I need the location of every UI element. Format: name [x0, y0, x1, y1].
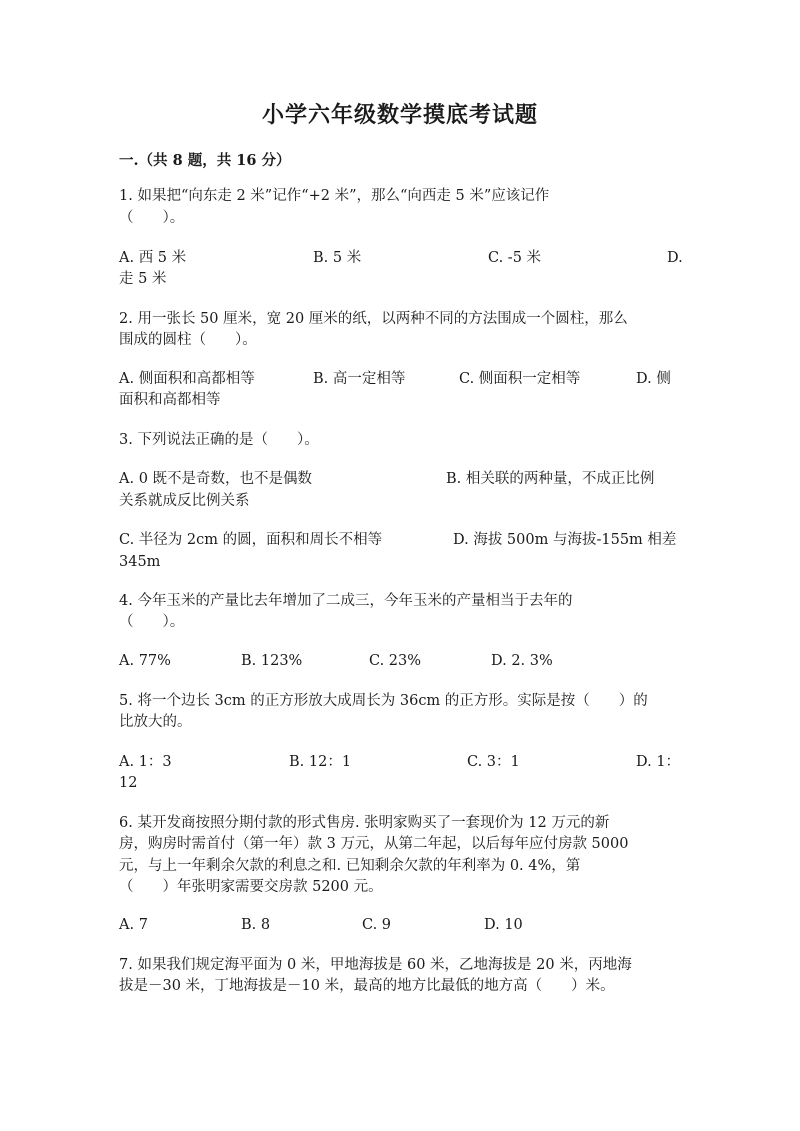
question-1-option-a: A. 西 5 米: [119, 250, 187, 266]
question-2-text-cont: 围成的圆柱（ ）。: [119, 332, 257, 348]
question-2-option-b: B. 高一定相等: [313, 371, 406, 387]
question-4-option-b: B. 123%: [241, 653, 303, 669]
question-2-option-d-cont: 面积和高都相等: [119, 392, 221, 408]
section-heading: 一.（共 8 题，共 16 分）: [119, 152, 291, 169]
question-6-option-c: C. 9: [362, 917, 392, 933]
question-5-text-cont: 比放大的。: [119, 714, 192, 730]
question-2-option-a: A. 侧面积和高都相等: [119, 371, 255, 387]
question-5-option-a: A. 1：3: [119, 754, 172, 770]
question-3-option-b: B. 相关联的两种量，不成正比例: [446, 471, 655, 487]
question-5-option-b: B. 12：1: [289, 754, 352, 770]
question-3-option-a: A. 0 既不是奇数，也不是偶数: [119, 471, 313, 487]
question-3-option-c: C. 半径为 2cm 的圆，面积和周长不相等: [119, 532, 383, 548]
question-1-text: 1. 如果把“向东走 2 米”记作“+2 米”，那么“向西走 5 米”应该记作: [119, 188, 550, 204]
question-1-option-d-cont: 走 5 米: [119, 271, 167, 287]
question-1-option-b: B. 5 米: [313, 250, 362, 266]
question-2-text: 2. 用一张长 50 厘米，宽 20 厘米的纸，以两种不同的方法围成一个圆柱，那么: [119, 311, 628, 327]
question-6-option-b: B. 8: [241, 917, 271, 933]
question-3-text: 3. 下列说法正确的是（ ）。: [119, 432, 319, 448]
question-4-option-c: C. 23%: [369, 653, 422, 669]
question-2-option-d: D. 侧: [636, 371, 671, 387]
question-6-text: 6. 某开发商按照分期付款的形式售房. 张明家购买了一套现价为 12 万元的新: [119, 815, 610, 831]
question-7-text-cont: 拔是－30 米，丁地海拔是－10 米，最高的地方比最低的地方高（ ）米。: [119, 978, 615, 994]
question-7-text: 7. 如果我们规定海平面为 0 米，甲地海拔是 60 米，乙地海拔是 20 米，丙地海: [119, 957, 632, 973]
question-6-text-cont-3: （ ）年张明家需要交房款 5200 元。: [119, 879, 383, 895]
question-5-option-d-cont: 12: [119, 775, 138, 791]
exam-title: 小学六年级数学摸底考试题: [261, 102, 538, 128]
question-6-option-a: A. 7: [119, 917, 148, 933]
question-4-option-a: A. 77%: [119, 653, 171, 669]
question-3-option-d: D. 海拔 500m 与海拔-155m 相差: [453, 532, 677, 548]
question-3-option-d-cont: 345m: [119, 554, 161, 570]
question-5-option-c: C. 3：1: [467, 754, 520, 770]
question-4-text: 4. 今年玉米的产量比去年增加了二成三，今年玉米的产量相当于去年的: [119, 593, 573, 609]
question-2-option-c: C. 侧面积一定相等: [459, 371, 581, 387]
question-5-text: 5. 将一个边长 3cm 的正方形放大成周长为 36cm 的正方形。实际是按（ ）的: [119, 693, 648, 709]
question-4-text-cont: （ ）。: [119, 614, 185, 630]
question-6-option-d: D. 10: [484, 917, 523, 933]
question-1-text-cont: （ ）。: [119, 210, 185, 226]
question-1-option-d: D.: [667, 250, 683, 266]
question-1-option-c: C. -5 米: [488, 250, 542, 266]
question-6-text-cont-1: 房，购房时需首付（第一年）款 3 万元，从第二年起，以后每年应付房款 5000: [119, 836, 629, 852]
question-4-option-d: D. 2. 3%: [491, 653, 553, 669]
question-6-text-cont-2: 元，与上一年剩余欠款的利息之和. 已知剩余欠款的年利率为 0. 4%，第: [119, 858, 581, 874]
question-5-option-d: D. 1：: [636, 754, 681, 770]
question-3-option-b-cont: 关系就成反比例关系: [119, 493, 250, 509]
